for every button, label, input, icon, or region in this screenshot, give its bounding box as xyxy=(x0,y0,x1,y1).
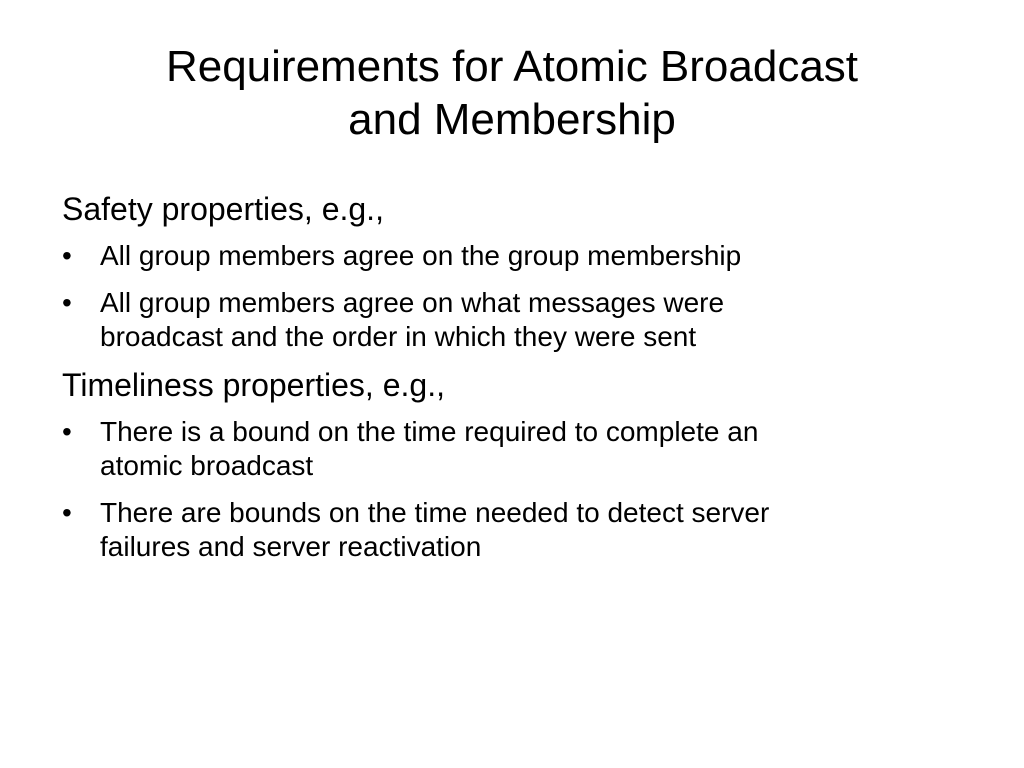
safety-bullet-list xyxy=(62,239,962,354)
bullet-icon: • xyxy=(62,416,72,447)
bullet-item xyxy=(62,496,962,564)
slide-title xyxy=(60,40,964,146)
bullet-text-line: atomic broadcast xyxy=(100,450,314,481)
bullet-item xyxy=(62,286,962,354)
bullet-icon: • xyxy=(62,497,72,528)
title-line-1: Requirements for Atomic Broadcast xyxy=(165,42,859,91)
title-line-2: and Membership xyxy=(348,95,676,144)
bullet-icon: • xyxy=(62,287,72,318)
timeliness-bullet-list xyxy=(62,415,962,564)
bullet-text-line: All group members agree on what messages were xyxy=(100,287,725,318)
bullet-text-line: broadcast and the order in which they were sent xyxy=(100,321,697,352)
bullet-text-line: All group members agree on the group membership xyxy=(100,240,742,271)
bullet-text-line: There is a bound on the time required to complete an xyxy=(100,416,759,447)
section-heading-safety: Safety properties, e.g., xyxy=(62,191,384,227)
bullet-icon: • xyxy=(62,240,72,271)
bullet-text-line: There are bounds on the time needed to detect server xyxy=(100,497,770,528)
section-heading-timeliness: Timeliness properties, e.g., xyxy=(62,367,445,403)
bullet-item xyxy=(62,415,962,483)
bullet-text-line: failures and server reactivation xyxy=(100,531,482,562)
slide-body xyxy=(62,189,962,564)
bullet-item xyxy=(62,239,962,273)
